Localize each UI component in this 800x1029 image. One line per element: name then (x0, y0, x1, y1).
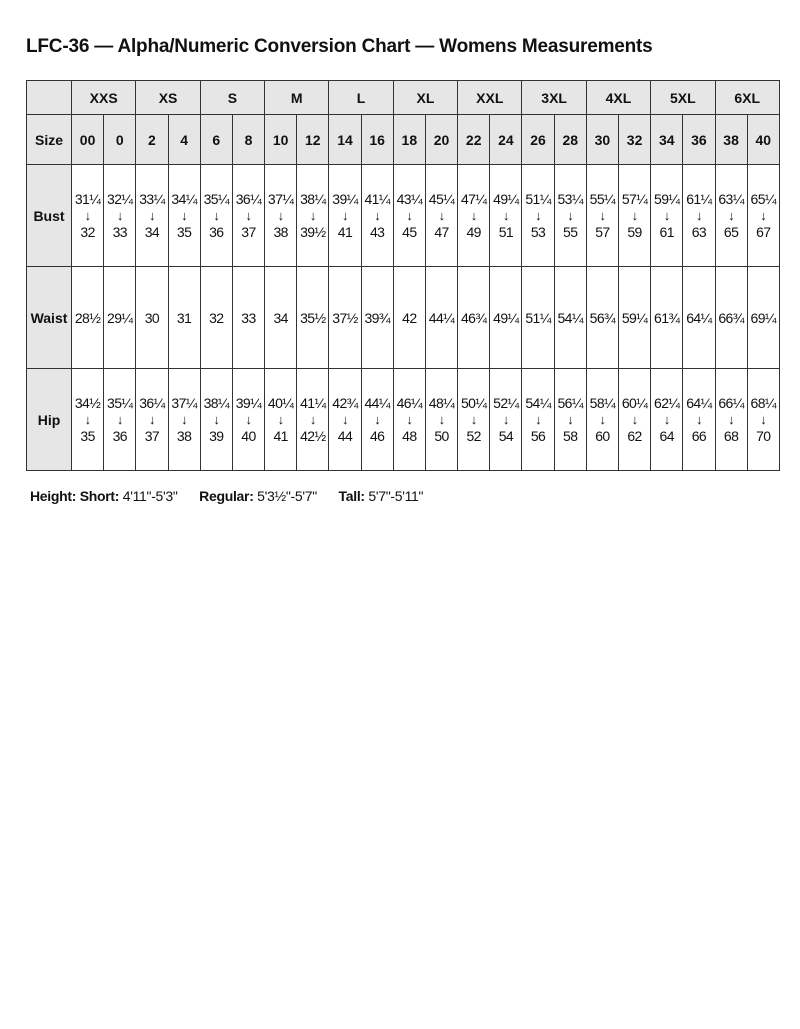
tall-value: 5'7"-5'11" (368, 488, 424, 504)
arrow-down-icon: ↓ (342, 412, 348, 427)
bust-from-value: 43¼ (396, 191, 423, 207)
waist-label: Waist (27, 267, 72, 369)
bust-range (683, 192, 714, 239)
alpha-size-header: S (200, 81, 264, 115)
waist-value: 37½ (329, 267, 361, 369)
numeric-size-header: 26 (522, 115, 554, 165)
waist-value: 39¾ (361, 267, 393, 369)
numeric-size-header: 40 (747, 115, 779, 165)
waist-value: 54¼ (554, 267, 586, 369)
bust-from-value: 34¼ (171, 191, 197, 207)
height-footer (30, 488, 441, 504)
bust-range-cell (651, 165, 683, 267)
height-regular (199, 488, 317, 504)
hip-range-cell (458, 369, 490, 471)
arrow-down-icon: ↓ (535, 208, 541, 223)
hip-from-value: 41¼ (300, 395, 326, 411)
arrow-down-icon: ↓ (728, 412, 735, 427)
hip-range-cell (72, 369, 104, 471)
bust-from-value: 65¼ (750, 191, 776, 207)
numeric-size-header: 22 (458, 115, 490, 165)
arrow-down-icon: ↓ (535, 412, 541, 427)
arrow-down-icon: ↓ (277, 208, 284, 223)
bust-range (394, 192, 425, 239)
bust-range (265, 192, 296, 239)
arrow-down-icon: ↓ (374, 412, 381, 427)
bust-to-value: 33 (112, 224, 127, 240)
hip-from-value: 66¼ (718, 395, 744, 411)
bust-range-cell (297, 165, 329, 267)
arrow-down-icon: ↓ (374, 208, 381, 223)
bust-to-value: 43 (369, 224, 385, 240)
numeric-size-header: 14 (329, 115, 361, 165)
arrow-down-icon: ↓ (148, 208, 155, 223)
bust-to-value: 45 (402, 224, 417, 240)
bust-from-value: 57¼ (621, 191, 648, 207)
hip-range (297, 396, 328, 443)
height-tall (339, 488, 424, 504)
conversion-table (26, 80, 780, 471)
bust-to-value: 34 (144, 224, 160, 240)
alpha-size-header: XL (393, 81, 457, 115)
bust-from-value: 32¼ (107, 191, 133, 207)
numeric-size-header: 32 (618, 115, 650, 165)
bust-range (458, 192, 489, 239)
bust-range-cell (554, 165, 586, 267)
alpha-size-header: M (265, 81, 329, 115)
waist-value: 69¼ (747, 267, 779, 369)
waist-value: 51¼ (522, 267, 554, 369)
bust-from-value: 59¼ (654, 191, 680, 207)
hip-range-cell (329, 369, 361, 471)
bust-range-cell (618, 165, 650, 267)
hip-to-value: 62 (627, 428, 642, 444)
hip-range (136, 396, 167, 443)
bust-from-value: 37¼ (267, 191, 294, 207)
hip-range (426, 396, 457, 443)
hip-to-value: 39 (209, 428, 224, 444)
size-label: Size (27, 115, 72, 165)
bust-from-value: 41¼ (364, 191, 390, 207)
hip-to-value: 44 (337, 428, 353, 444)
bust-range-cell (104, 165, 136, 267)
hip-range (748, 396, 779, 443)
alpha-size-header: XXL (458, 81, 522, 115)
arrow-down-icon: ↓ (470, 208, 477, 223)
bust-range (587, 192, 618, 239)
hip-to-value: 52 (466, 428, 481, 444)
bust-range (426, 192, 457, 239)
waist-value: 33 (232, 267, 264, 369)
bust-range (619, 192, 650, 239)
bust-from-value: 55¼ (589, 191, 616, 207)
bust-range-cell (72, 165, 104, 267)
numeric-size-header: 36 (683, 115, 715, 165)
bust-range (297, 192, 328, 239)
bust-to-value: 65 (723, 224, 739, 240)
waist-value: 35½ (297, 267, 329, 369)
bust-to-value: 47 (434, 224, 449, 240)
hip-from-value: 62¼ (654, 395, 680, 411)
hip-from-value: 42¾ (332, 395, 358, 411)
bust-range (233, 192, 264, 239)
bust-to-value: 38 (273, 224, 288, 240)
waist-value: 46¾ (458, 267, 490, 369)
waist-value: 59¼ (618, 267, 650, 369)
bust-from-value: 36¼ (235, 191, 262, 207)
numeric-size-header: 00 (72, 115, 104, 165)
hip-to-value: 50 (434, 428, 449, 444)
hip-from-value: 58¼ (589, 395, 616, 411)
numeric-size-header: 30 (586, 115, 618, 165)
hip-range-cell (297, 369, 329, 471)
waist-row (27, 267, 780, 369)
bust-range-cell (522, 165, 554, 267)
bust-from-value: 33¼ (139, 191, 165, 207)
arrow-down-icon: ↓ (502, 412, 509, 427)
arrow-down-icon: ↓ (760, 208, 767, 223)
numeric-size-header: 10 (265, 115, 297, 165)
hip-to-value: 66 (691, 428, 707, 444)
bust-range (329, 192, 360, 239)
bust-range-cell (200, 165, 232, 267)
bust-from-value: 35¼ (203, 191, 230, 207)
bust-range (522, 192, 553, 239)
hip-range-cell (393, 369, 425, 471)
bust-from-value: 63¼ (718, 191, 744, 207)
hip-to-value: 58 (563, 428, 578, 444)
arrow-down-icon: ↓ (213, 208, 220, 223)
hip-to-value: 36 (112, 428, 127, 444)
hip-range (619, 396, 650, 443)
bust-range (169, 192, 200, 239)
bust-range (555, 192, 586, 239)
bust-range-cell (136, 165, 168, 267)
alpha-size-header: 4XL (586, 81, 650, 115)
numeric-size-header: 4 (168, 115, 200, 165)
hip-range (329, 396, 360, 443)
hip-label: Hip (27, 369, 72, 471)
arrow-down-icon: ↓ (342, 208, 348, 223)
bust-from-value: 31¼ (74, 191, 101, 207)
bust-from-value: 53¼ (557, 191, 583, 207)
hip-from-value: 54¼ (525, 395, 551, 411)
hip-range-cell (490, 369, 522, 471)
bust-to-value: 39½ (300, 224, 326, 240)
hip-range-cell (683, 369, 715, 471)
arrow-down-icon: ↓ (277, 412, 284, 427)
short-value: 4'11"-5'3" (122, 488, 178, 504)
bust-range-cell (265, 165, 297, 267)
hip-range (683, 396, 714, 443)
height-label: Height: (30, 488, 77, 504)
bust-to-value: 59 (627, 224, 642, 240)
hip-to-value: 41 (273, 428, 288, 444)
alpha-size-header: 3XL (522, 81, 586, 115)
hip-range (651, 396, 682, 443)
hip-from-value: 40¼ (267, 395, 294, 411)
hip-from-value: 34½ (74, 395, 101, 411)
bust-from-value: 61¼ (686, 191, 712, 207)
bust-range (490, 192, 521, 239)
arrow-down-icon: ↓ (84, 412, 91, 427)
bust-to-value: 51 (498, 224, 514, 240)
waist-value: 56¾ (586, 267, 618, 369)
waist-value: 44¼ (425, 267, 457, 369)
hip-to-value: 56 (530, 428, 546, 444)
arrow-down-icon: ↓ (631, 412, 638, 427)
alpha-size-header: L (329, 81, 393, 115)
hip-from-value: 36¼ (139, 395, 165, 411)
numeric-size-header: 6 (200, 115, 232, 165)
hip-to-value: 46 (369, 428, 385, 444)
hip-from-value: 46¼ (396, 395, 423, 411)
hip-row (27, 369, 780, 471)
hip-from-value: 56¼ (557, 395, 583, 411)
arrow-down-icon: ↓ (760, 412, 767, 427)
hip-from-value: 37¼ (171, 395, 197, 411)
numeric-size-header: 18 (393, 115, 425, 165)
regular-label: Regular: (199, 488, 254, 504)
numeric-size-header: 0 (104, 115, 136, 165)
hip-to-value: 40 (241, 428, 256, 444)
hip-range-cell (104, 369, 136, 471)
hip-range-cell (586, 369, 618, 471)
bust-range-cell (393, 165, 425, 267)
numeric-size-row (27, 115, 780, 165)
hip-range (169, 396, 200, 443)
bust-to-value: 55 (563, 224, 578, 240)
arrow-down-icon: ↓ (599, 208, 606, 223)
arrow-down-icon: ↓ (116, 208, 123, 223)
hip-range (555, 396, 586, 443)
waist-value: 32 (200, 267, 232, 369)
arrow-down-icon: ↓ (406, 208, 413, 223)
hip-range-cell (136, 369, 168, 471)
regular-value: 5'3½"-5'7" (257, 488, 317, 504)
hip-range (458, 396, 489, 443)
hip-from-value: 38¼ (203, 395, 230, 411)
hip-from-value: 52¼ (493, 395, 519, 411)
numeric-size-header: 24 (490, 115, 522, 165)
hip-range (587, 396, 618, 443)
bust-range-cell (683, 165, 715, 267)
bust-range-cell (232, 165, 264, 267)
bust-row (27, 165, 780, 267)
bust-range-cell (458, 165, 490, 267)
arrow-down-icon: ↓ (567, 412, 574, 427)
hip-to-value: 48 (402, 428, 417, 444)
arrow-down-icon: ↓ (181, 208, 188, 223)
alpha-size-header: 5XL (651, 81, 715, 115)
arrow-down-icon: ↓ (213, 412, 220, 427)
bust-range (201, 192, 232, 239)
hip-range (716, 396, 747, 443)
tall-label: Tall: (338, 488, 365, 504)
bust-range (651, 192, 682, 239)
bust-to-value: 63 (691, 224, 707, 240)
arrow-down-icon: ↓ (148, 412, 155, 427)
bust-range-cell (715, 165, 747, 267)
bust-range-cell (329, 165, 361, 267)
hip-range-cell (425, 369, 457, 471)
bust-from-value: 47¼ (460, 191, 487, 207)
hip-range (201, 396, 232, 443)
hip-to-value: 42½ (300, 428, 326, 444)
numeric-size-header: 8 (232, 115, 264, 165)
bust-to-value: 57 (595, 224, 610, 240)
hip-range-cell (361, 369, 393, 471)
alpha-size-header: XS (136, 81, 200, 115)
waist-value: 31 (168, 267, 200, 369)
hip-to-value: 35 (80, 428, 95, 444)
arrow-down-icon: ↓ (728, 208, 735, 223)
hip-to-value: 38 (176, 428, 192, 444)
hip-range-cell (232, 369, 264, 471)
waist-value: 49¼ (490, 267, 522, 369)
numeric-size-header: 2 (136, 115, 168, 165)
hip-range (265, 396, 296, 443)
waist-value: 64¼ (683, 267, 715, 369)
arrow-down-icon: ↓ (695, 412, 702, 427)
corner-cell (27, 81, 72, 115)
bust-from-value: 45¼ (428, 191, 455, 207)
waist-value: 29¼ (104, 267, 136, 369)
bust-to-value: 36 (209, 224, 224, 240)
numeric-size-header: 28 (554, 115, 586, 165)
bust-range-cell (361, 165, 393, 267)
arrow-down-icon: ↓ (502, 208, 509, 223)
bust-to-value: 32 (80, 224, 95, 240)
hip-range-cell (522, 369, 554, 471)
hip-to-value: 37 (144, 428, 160, 444)
alpha-size-header: 6XL (715, 81, 779, 115)
arrow-down-icon: ↓ (116, 412, 123, 427)
bust-range-cell (490, 165, 522, 267)
bust-range-cell (168, 165, 200, 267)
bust-range-cell (747, 165, 779, 267)
waist-value: 28½ (72, 267, 104, 369)
arrow-down-icon: ↓ (663, 412, 670, 427)
hip-range-cell (715, 369, 747, 471)
bust-range (104, 192, 135, 239)
bust-from-value: 39¼ (332, 191, 358, 207)
numeric-size-header: 20 (425, 115, 457, 165)
arrow-down-icon: ↓ (599, 412, 606, 427)
arrow-down-icon: ↓ (567, 208, 574, 223)
hip-range (362, 396, 393, 443)
arrow-down-icon: ↓ (406, 412, 413, 427)
arrow-down-icon: ↓ (631, 208, 638, 223)
hip-from-value: 44¼ (364, 395, 390, 411)
bust-to-value: 53 (530, 224, 546, 240)
numeric-size-header: 34 (651, 115, 683, 165)
hip-range (104, 396, 135, 443)
bust-to-value: 35 (176, 224, 192, 240)
short-label: Short: (79, 488, 120, 504)
bust-range (136, 192, 167, 239)
hip-range-cell (200, 369, 232, 471)
page-title: LFC-36 — Alpha/Numeric Conversion Chart — Womens Measurements (26, 36, 653, 57)
arrow-down-icon: ↓ (438, 208, 445, 223)
arrow-down-icon: ↓ (309, 412, 316, 427)
alpha-size-row (27, 81, 780, 115)
hip-from-value: 39¼ (235, 395, 262, 411)
bust-to-value: 49 (466, 224, 481, 240)
bust-from-value: 38¼ (300, 191, 326, 207)
bust-range (362, 192, 393, 239)
numeric-size-header: 38 (715, 115, 747, 165)
hip-from-value: 50¼ (460, 395, 487, 411)
hip-to-value: 68 (723, 428, 739, 444)
arrow-down-icon: ↓ (181, 412, 188, 427)
hip-range (522, 396, 553, 443)
alpha-size-header: XXS (72, 81, 136, 115)
hip-range-cell (554, 369, 586, 471)
arrow-down-icon: ↓ (695, 208, 702, 223)
bust-range (748, 192, 779, 239)
numeric-size-header: 12 (297, 115, 329, 165)
hip-from-value: 64¼ (686, 395, 712, 411)
hip-from-value: 35¼ (107, 395, 133, 411)
hip-range (394, 396, 425, 443)
bust-to-value: 67 (756, 224, 771, 240)
waist-value: 42 (393, 267, 425, 369)
arrow-down-icon: ↓ (245, 412, 252, 427)
numeric-size-header: 16 (361, 115, 393, 165)
waist-value: 66¾ (715, 267, 747, 369)
hip-range-cell (618, 369, 650, 471)
hip-from-value: 68¼ (750, 395, 776, 411)
hip-range-cell (747, 369, 779, 471)
hip-from-value: 48¼ (428, 395, 455, 411)
bust-from-value: 51¼ (525, 191, 551, 207)
hip-range-cell (168, 369, 200, 471)
arrow-down-icon: ↓ (470, 412, 477, 427)
hip-range (233, 396, 264, 443)
arrow-down-icon: ↓ (309, 208, 316, 223)
hip-to-value: 54 (498, 428, 514, 444)
hip-range-cell (651, 369, 683, 471)
waist-value: 61¾ (651, 267, 683, 369)
waist-value: 30 (136, 267, 168, 369)
hip-to-value: 60 (595, 428, 610, 444)
bust-range-cell (586, 165, 618, 267)
hip-from-value: 60¼ (621, 395, 648, 411)
height-short (30, 488, 178, 504)
hip-to-value: 70 (756, 428, 771, 444)
bust-range (716, 192, 747, 239)
waist-value: 34 (265, 267, 297, 369)
bust-from-value: 49¼ (493, 191, 519, 207)
arrow-down-icon: ↓ (438, 412, 445, 427)
hip-range (72, 396, 103, 443)
bust-to-value: 37 (241, 224, 256, 240)
arrow-down-icon: ↓ (663, 208, 670, 223)
arrow-down-icon: ↓ (245, 208, 252, 223)
hip-range-cell (265, 369, 297, 471)
hip-to-value: 64 (659, 428, 674, 444)
bust-range (72, 192, 103, 239)
bust-to-value: 61 (659, 224, 674, 240)
arrow-down-icon: ↓ (84, 208, 91, 223)
hip-range (490, 396, 521, 443)
bust-to-value: 41 (337, 224, 353, 240)
bust-range-cell (425, 165, 457, 267)
bust-label: Bust (27, 165, 72, 267)
